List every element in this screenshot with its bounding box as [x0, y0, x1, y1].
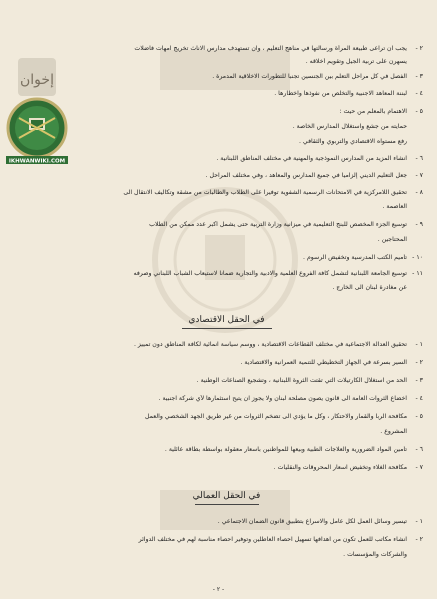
list-item: ٤ - لبننة المعاهد الاجنبية والتخلص من نفوذها واخطارها . [274, 90, 423, 97]
list-item: رفع مستواه الاقتصادي والتربوي والثقافي . [298, 138, 408, 145]
list-item: والشركات والمؤسسات . [343, 551, 408, 558]
list-item: ٣ - الفصل في كل مراحل التعلم بين الجنسين تجنباً للتطورات الاخلاقية المدمرة . [212, 73, 423, 80]
page-number: - ٢ - [212, 586, 225, 593]
section-heading-labor: في الحقل العمالي [192, 491, 261, 501]
list-item: ٧ - جعل التعليم الديني إلزامياً في جميع المدارس والمعاهد ، وفي مختلف المراحل . [205, 172, 423, 179]
list-item: ٨ - تحقيق اللامركزية في الامتحانات الرسمية الشفوية توفيراً على الطلاب والطالبات من مشقة وتكاليف الانتقال الى [123, 189, 423, 196]
list-item: ٧ - مكافحة الغلاء وتخفيض اسعار المحروقات والنقليات . [273, 464, 423, 471]
heading-underline [195, 504, 259, 505]
svg-text:IKHWANWIKI.COM: IKHWANWIKI.COM [8, 158, 66, 165]
svg-text:إخوان: إخوان [20, 72, 54, 88]
list-item: ١٠ - تأميم الكتب المدرسية وتخفيض الرسوم . [303, 254, 423, 261]
list-item: ٣ - الحد من استغلال الكارتيلات التي تقتت الثروة اللبنانية ، وتشجيع الصناعات الوطنية . [196, 377, 423, 384]
list-item: ٢ - يجب ان تراعى طبيعة المرأة ورسالتها في مناهج التعليم ، وان تستهدف مدارس الاناث تخريج امهات فاضلات [134, 45, 423, 52]
list-item: عن مغادرة لبنان الى الخارج . [332, 284, 408, 291]
list-item: ٦ - انشاء المزيد من المدارس النموذجية والمهنية في مختلف المناطق اللبنانية . [216, 155, 423, 162]
list-item: المشروع . [380, 428, 408, 435]
list-item: ٥ - الاهتمام بالمعلم من حيث : [339, 108, 423, 115]
list-item: ٢ - السير بسرعة في الجهاز التخطيطي للتنمية العمرانية والاقتصادية . [240, 359, 423, 366]
list-item: المحتاجين . [377, 236, 408, 243]
list-item: ٤ - اخضاع الثروات العامة الى قانون يصون مصلحة لبنان ولا يجوز ان يتيح استثمارها لأي شركة اجنبية . [158, 395, 423, 402]
section-heading-economic: في الحقل الاقتصادي [188, 315, 265, 325]
list-item: العاصمة . [382, 203, 408, 210]
list-item: حمايته من جشع واستغلال المدارس الخاصة . [292, 123, 408, 130]
list-item: ١ - تحقيق العدالة الاجتماعية في مختلف القطاعات الاقتصادية ، ووسم سياسة انمائية لكافة المناطق دون تمييز . [133, 341, 423, 348]
list-item: ٥ - مكافحة الربا والقمار والاحتكار ، وكل ما يؤدي الى تضخم الثروات من غير طريق الجهد الشخصي والعمل [145, 413, 423, 420]
list-item: ٩ - توسيع الجزء المخصص للبنج التعليمية في ميزانية وزارة التربية حتى يشمل اكبر عدد ممكن من الطلاب [149, 221, 423, 228]
list-item: يسهرن على تربية الجيل وتقويم أخلاقه . [305, 58, 408, 65]
list-item: ١١ - توسيع الجامعة اللبنانية لتشمل كافة الفروع العلمية والادبية والتجارية ضماناً لاستيعاب الشباب اللبناني وصرفه [133, 270, 423, 277]
list-item: ٢ - انشاء مكاتب للعمل تكون من اهدافها تسهيل احصاء العاطلين وتوفير احصاء مناسبة لهم في مختلف الدوائر [138, 536, 423, 543]
list-item: ٦ - تأمين المواد الضرورية والعلاجات الطبية وبيعها للمواطنين باسعار معقولة بواسطة بطاقة عائلية . [164, 446, 423, 453]
list-item: ١ - تيسير وسائل العمل لكل عامل والاسراع بتطبيق قانون الضمان الاجتماعي . [217, 518, 423, 525]
heading-underline [182, 328, 272, 329]
